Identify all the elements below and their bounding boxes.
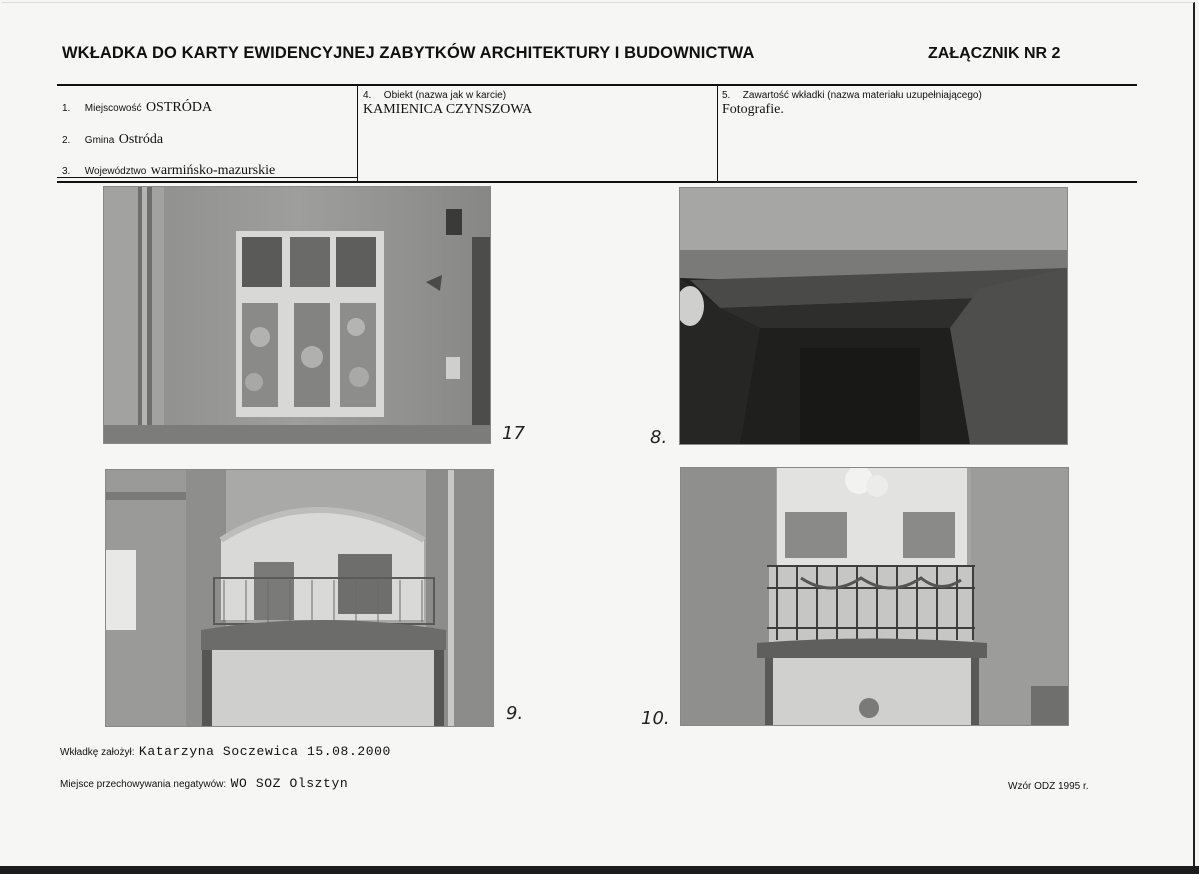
created-label: Wkładkę założył: bbox=[60, 747, 135, 758]
field-value: warmińsko-mazurskie bbox=[150, 163, 276, 178]
photo-passage-ceiling bbox=[679, 187, 1068, 445]
field-label: Gmina bbox=[84, 135, 115, 146]
field-label: Zawartość wkładki (nazwa materiału uzupełniającego) bbox=[742, 90, 982, 101]
field-divider-1 bbox=[357, 85, 358, 182]
scan-edge bbox=[0, 866, 1199, 874]
photo-number-7: 17 bbox=[502, 423, 525, 444]
field-number: 5. bbox=[722, 90, 731, 101]
footer-created bbox=[60, 742, 391, 760]
header-top-rule bbox=[57, 84, 1137, 86]
field-zawartosc bbox=[722, 87, 982, 116]
field-miejscowosc bbox=[62, 98, 212, 116]
photo-number-8: 8. bbox=[650, 427, 668, 448]
created-value: Katarzyna Soczewica 15.08.2000 bbox=[138, 744, 391, 759]
photo-balcony-railing bbox=[680, 467, 1069, 726]
photo-arched-balcony bbox=[105, 469, 494, 727]
document-title: WKŁADKA DO KARTY EWIDENCYJNEJ ZABYTKÓW ARCHITEKTURY I BUDOWNICTWA bbox=[62, 44, 755, 62]
annex-label: ZAŁĄCZNIK NR 2 bbox=[928, 45, 1061, 62]
field-number: 3. bbox=[62, 166, 71, 177]
field-number: 4. bbox=[363, 90, 372, 101]
field-value: KAMIENICA CZYNSZOWA bbox=[363, 102, 533, 117]
template-note: Wzór ODZ 1995 r. bbox=[1008, 781, 1089, 792]
field-label: Obiekt (nazwa jak w karcie) bbox=[383, 90, 507, 101]
field-value: OSTRÓDA bbox=[145, 100, 213, 115]
field-label: Miejscowość bbox=[84, 103, 142, 114]
field-value: Fotografie. bbox=[722, 102, 784, 117]
field-divider-2 bbox=[717, 85, 718, 182]
photo-facade-window bbox=[103, 186, 491, 444]
storage-label: Miejsce przechowywania negatywów: bbox=[60, 779, 227, 790]
field-obiekt bbox=[363, 87, 532, 116]
field-wojewodztwo bbox=[62, 161, 275, 179]
storage-value: WO SOZ Olsztyn bbox=[230, 776, 349, 791]
photo-number-10: 10. bbox=[641, 708, 670, 729]
header-bottom-rule bbox=[57, 181, 1137, 183]
field-value: Ostróda bbox=[118, 132, 164, 147]
field-gmina bbox=[62, 130, 163, 148]
footer-storage bbox=[60, 774, 348, 792]
field-number: 2. bbox=[62, 135, 71, 146]
photo-number-9: 9. bbox=[506, 703, 524, 724]
field-label: Województwo bbox=[84, 166, 147, 177]
field-number: 1. bbox=[62, 103, 71, 114]
